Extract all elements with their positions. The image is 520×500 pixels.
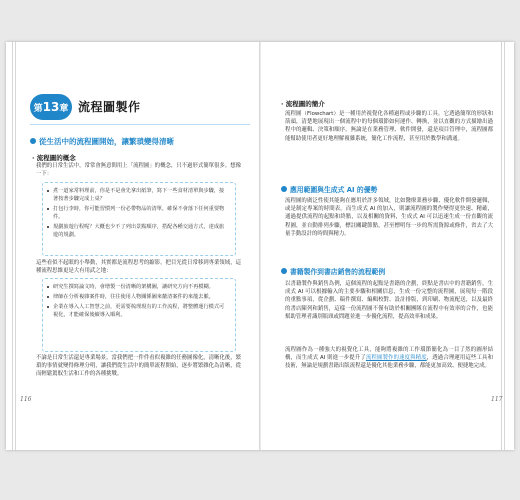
paragraph-flowchart-definition: 流程圖（Flowchart）是一種用於視覺化各種過程或步驟的工具。它透過簡單的形狀和箭頭，清楚地展現出一個流程中的每個環節如何運作、轉換，並以直觀的方式描繪出過程中的邏輯、決策和順序。無論是在業務管理、軟件開發，還是項目管理中，流程圖都能幫助使用者更好地理解複雜系統，簡化工作流程，甚至用於教學和溝通。 bbox=[285, 111, 493, 142]
highlighted-phrase: 流程圖製作的速度與精度 bbox=[365, 355, 427, 362]
paragraph-summary: 流程圖作為一種強大的視覺化工具，能夠將複雜的工作環節簡化為一目了然的圖形結構，而生成式 AI 則進一步提升了流程圖製作的速度與精度，透過合理運用這些工具和技術，無論是規劃書籍出版流程還是優化其他業務步驟，都能更加高效、便捷地完成。 bbox=[285, 347, 493, 370]
section-title-book-example: 書籍製作到書店銷售的流程範例 bbox=[281, 266, 385, 276]
right-page-edge bbox=[501, 42, 511, 450]
chapter-badge: 第13章 bbox=[30, 94, 72, 120]
section-title-flowchart-life: 從生活中的流程圖開始，讓繁瑣變得清晰 bbox=[30, 136, 174, 147]
paragraph-intro: 我們的日常生活中，常常會無意間用上「流程圖」的概念，只不過形式簡單很多。想像一下： bbox=[36, 163, 241, 178]
list-item: 研究生撰寫論文時，會增製一份清晰的架構圖，讓研究方向不再模糊。 bbox=[53, 283, 229, 291]
book-spread bbox=[6, 42, 514, 450]
paragraph-conclusion: 不論是日常生活還是專業場景，當我們把一件件看似複雜的任務圖像化，清晰化後，繁瑣的事情就變得條理分明，讓我們從生活中的簡單流程開始，逐步將繁雜化為清晰，從而輕鬆駕馭生活和工作的各種挑戰。 bbox=[36, 355, 241, 378]
list-item: 打包行李時，你可能習慣列一份必帶物品的清單，確保不會落下任何重要物件。 bbox=[53, 205, 229, 221]
paragraph-transition: 這些看似不起眼的小舉動，其實都是流程思考的縮影。把目光從日常移到專業領域，這種流程思維更是大有用武之地： bbox=[36, 260, 241, 275]
chapter-header bbox=[30, 94, 250, 120]
chapter-rule bbox=[30, 124, 250, 125]
example-box-daily bbox=[42, 182, 236, 256]
list-item: 律師在分析複雜案件時，往往使用人物關係圖來釐清案件的來龍去脈。 bbox=[53, 293, 229, 301]
bullet-icon bbox=[281, 186, 287, 192]
list-item: 規劃旅遊行程呢？大概也少不了列出景點順序，搭配各種交通方式，達成旅遊的規劃。 bbox=[53, 223, 229, 239]
subsection-title-intro: · 流程圖的簡介 bbox=[281, 100, 325, 108]
right-page bbox=[261, 42, 514, 450]
example-box-professional bbox=[42, 278, 236, 352]
left-page-edge bbox=[12, 42, 22, 450]
bullet-icon bbox=[281, 268, 287, 274]
subsection-title-concept: · 流程圖的概念 bbox=[32, 154, 76, 162]
left-page bbox=[6, 42, 259, 450]
bullet-icon bbox=[30, 138, 36, 144]
list-item: 煮一道家常料理前，你是不是會先拿出紙筆，寫下一些食材清單與步驟，接著按著步驟完成上桌？ bbox=[53, 187, 229, 203]
page-number-left: 116 bbox=[20, 396, 32, 403]
page-number-right: 117 bbox=[491, 396, 503, 403]
paragraph-ai-advantage: 流程圖的廣泛性使其能夠在應用於許多領域，比如醫療業務步驟、優化軟件開發邏輯，或是制定專案的時間表。而生成式 AI 的加入，則讓流程圖的製作變得更快速、精確，通過提供流程的起點和終點，以及相關的資料，生成式 AI 可以迅速生成一份直觀的流程圖，並自動排列步驟，標註關鍵節點，甚至標明每一步的所需資源或條件，省去了大量手動設計的時間與精力。 bbox=[285, 198, 493, 237]
section-title-ai-advantage: 應用範圍與生成式 AI 的優勢 bbox=[281, 184, 377, 194]
chapter-title: 流程圖製作 bbox=[78, 100, 141, 114]
paragraph-book-example: 以書籍製作與銷售為例，這個流程的起點是書籍的企劃，終點是書店中的書籍銷售，生成式 AI 可以根據輸入的主要步驟和相關信息，生成一份完整的流程圖，展現每一階段的重點事項，從企劃、稿件撰寫、編輯校對、設計排版，到印刷、物流配送，以及最終的書店陳列和銷售，這樣一份流程圖不僅有助於相關團隊在流程中有效率的合作，也能幫助管理者識別瓶頸或問題並進一步優化流程，提高效率和成果。 bbox=[285, 281, 493, 320]
list-item: 企業在導入人工智慧之前，更需要梳理現有的工作流程，將整體運行模式可視化，才能確保後續導入順利。 bbox=[53, 303, 229, 319]
